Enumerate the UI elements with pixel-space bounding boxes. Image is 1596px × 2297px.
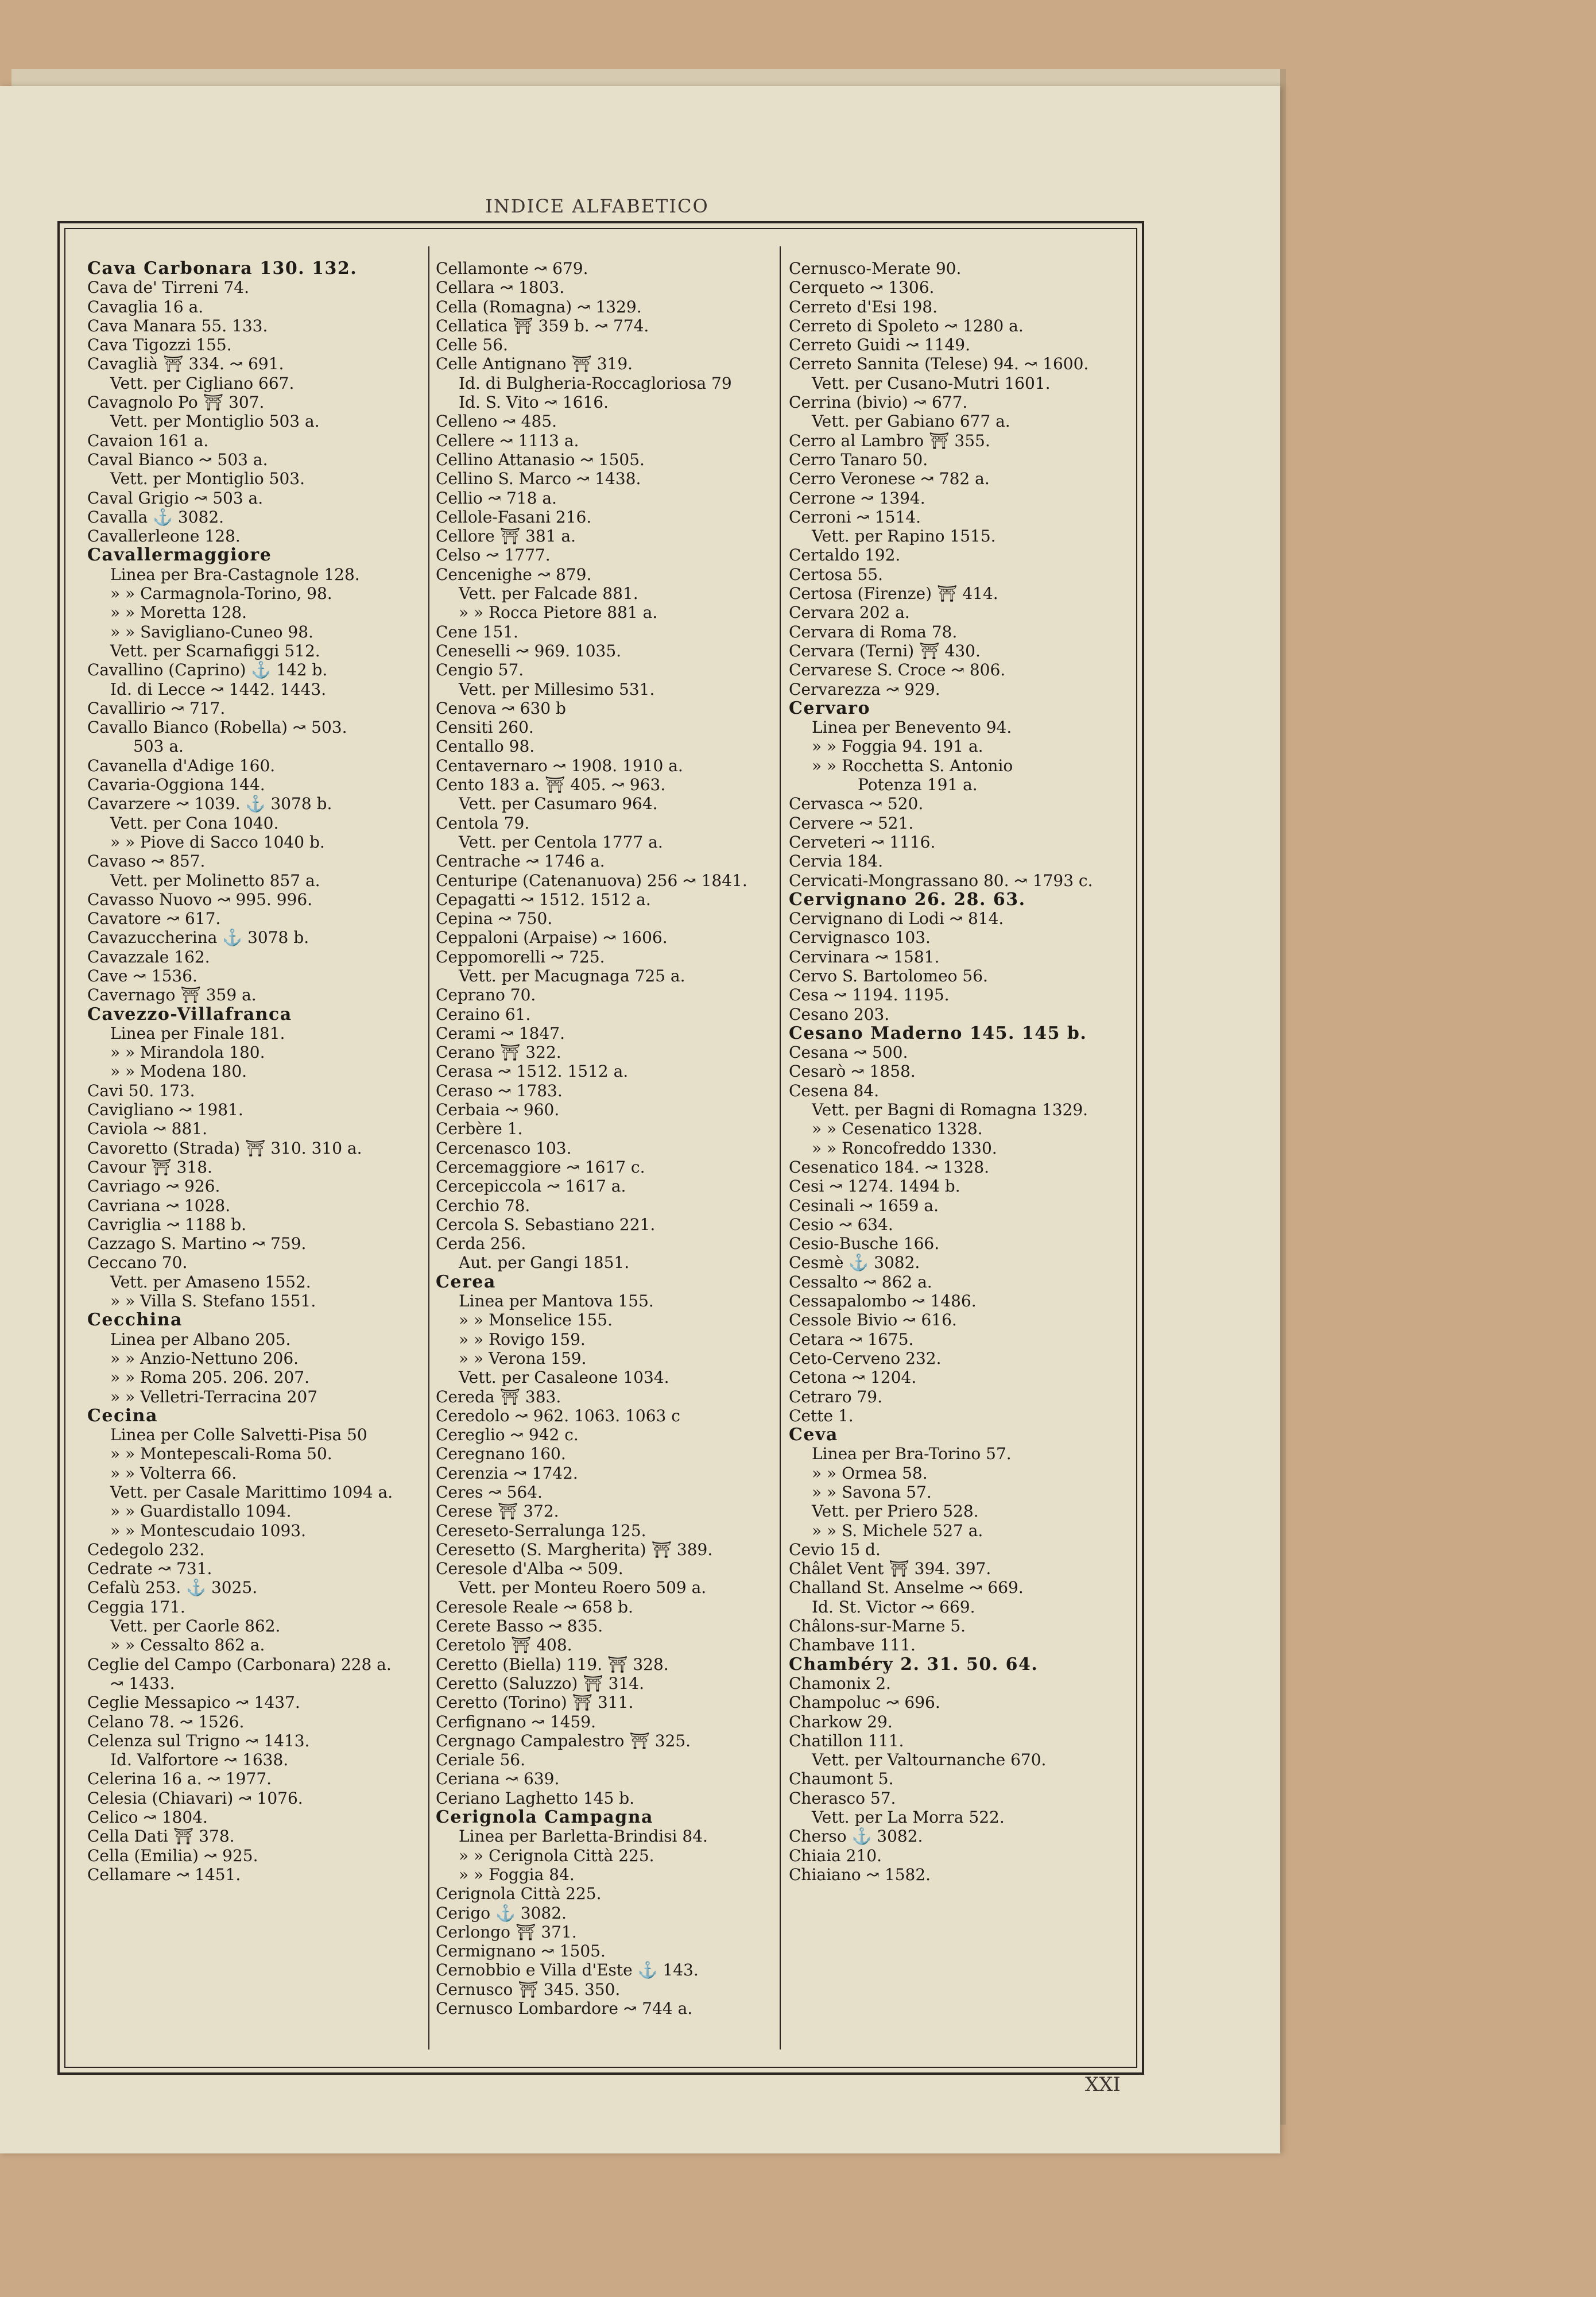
index-entry: Cavagnolo Po ⛩ 307. <box>87 393 265 412</box>
index-entry: Cellole-Fasani 216. <box>436 507 592 527</box>
index-entry: Cenova ↝ 630 b <box>436 698 566 718</box>
index-entry: » » Ormea 58. <box>812 1463 928 1483</box>
index-entry: Ceto-Cerveno 232. <box>789 1348 942 1368</box>
index-entry: Vett. per Casale Marittimo 1094 a. <box>110 1483 393 1502</box>
running-head: INDICE ALFABETICO <box>485 195 709 217</box>
index-heading: Cesano Maderno 145. 145 b. <box>789 1023 1087 1043</box>
index-entry: Cetraro 79. <box>789 1387 882 1406</box>
index-entry: Cessalto ↝ 862 a. <box>789 1272 932 1291</box>
index-entry: » » Cessalto 862 a. <box>110 1635 265 1655</box>
index-entry: Vett. per Gabiano 677 a. <box>812 412 1010 431</box>
index-entry: » » Modena 180. <box>110 1062 247 1081</box>
index-entry: Ceriano Laghetto 145 b. <box>436 1788 635 1808</box>
index-entry: Centrache ↝ 1746 a. <box>436 852 605 871</box>
index-entry: Vett. per Macugnaga 725 a. <box>459 966 685 985</box>
index-entry: Vett. per Scarnafiggi 512. <box>110 641 320 660</box>
index-entry: Cevio 15 d. <box>789 1540 881 1559</box>
index-entry: Certosa (Firenze) ⛩ 414. <box>789 584 998 604</box>
index-entry: » » Piove di Sacco 1040 b. <box>110 832 325 852</box>
index-entry: » » Anzio-Nettuno 206. <box>110 1348 299 1368</box>
index-entry: Censiti 260. <box>436 718 534 737</box>
index-entry: Ceresole d'Alba ↝ 509. <box>436 1559 623 1579</box>
index-entry: Chiaia 210. <box>789 1846 882 1865</box>
index-heading: Cervaro <box>789 698 870 718</box>
index-entry: Cervasca ↝ 520. <box>789 794 924 814</box>
index-entry: Cella Dati ⛩ 378. <box>87 1827 235 1846</box>
index-entry: Cene 151. <box>436 622 518 641</box>
index-entry: Cavatore ↝ 617. <box>87 909 221 929</box>
index-entry: 503 a. <box>133 737 184 756</box>
index-entry: Cerro al Lambro ⛩ 355. <box>789 431 990 450</box>
index-entry: Caval Grigio ↝ 503 a. <box>87 488 264 508</box>
index-entry: Cento 183 a. ⛩ 405. ↝ 963. <box>436 775 666 795</box>
index-entry: Cesa ↝ 1194. 1195. <box>789 985 950 1005</box>
index-entry: Cerano ⛩ 322. <box>436 1043 561 1062</box>
index-entry: Cefalù 253. ⚓ 3025. <box>87 1578 258 1598</box>
index-entry: Cerro Tanaro 50. <box>789 450 928 469</box>
index-entry: Châlet Vent ⛩ 394. 397. <box>789 1559 991 1579</box>
index-entry: Cellore ⛩ 381 a. <box>436 527 576 546</box>
index-entry: Cesio-Busche 166. <box>789 1234 940 1254</box>
index-column-1 <box>87 259 432 1884</box>
index-entry: Celico ↝ 1804. <box>87 1808 208 1827</box>
index-entry: Cepagatti ↝ 1512. 1512 a. <box>436 890 651 909</box>
index-entry: Cerqueto ↝ 1306. <box>789 278 935 297</box>
index-entry: Ceppomorelli ↝ 725. <box>436 947 605 966</box>
index-entry: Vett. per Centola 1777 a. <box>459 832 663 852</box>
index-entry: Cavanella d'Adige 160. <box>87 756 276 775</box>
index-entry: Cerroni ↝ 1514. <box>789 507 921 527</box>
index-entry: Cavaglia 16 a. <box>87 297 204 316</box>
index-entry: Cavour ⛩ 318. <box>87 1157 212 1177</box>
index-entry: » » Monselice 155. <box>459 1310 613 1330</box>
index-entry: Cengio 57. <box>436 660 524 680</box>
index-entry: Ceregnano 160. <box>436 1444 566 1464</box>
index-entry: Ceraso ↝ 1783. <box>436 1081 563 1100</box>
index-entry: Cavazzale 162. <box>87 947 210 966</box>
index-entry: Chambave 111. <box>789 1635 916 1655</box>
index-entry: Cerveteri ↝ 1116. <box>789 832 936 852</box>
index-entry: Cavaglià ⛩ 334. ↝ 691. <box>87 354 284 374</box>
index-entry: Cessole Bivio ↝ 616. <box>789 1310 957 1330</box>
index-entry: Cerignola Città 225. <box>436 1884 602 1904</box>
index-entry: Centuripe (Catenanuova) 256 ↝ 1841. <box>436 871 747 890</box>
index-entry: Cereseto-Serralunga 125. <box>436 1521 646 1540</box>
index-entry: Linea per Albano 205. <box>110 1329 291 1349</box>
index-entry: Cerasa ↝ 1512. 1512 a. <box>436 1062 629 1081</box>
index-entry: » » Velletri-Terracina 207 <box>110 1387 318 1406</box>
index-entry: Celenza sul Trigno ↝ 1413. <box>87 1731 310 1750</box>
index-entry: Cervicati-Mongrassano 80. ↝ 1793 c. <box>789 871 1093 890</box>
index-entry: Caval Bianco ↝ 503 a. <box>87 450 268 469</box>
index-entry: Celleno ↝ 485. <box>436 412 557 431</box>
index-entry: Linea per Mantova 155. <box>459 1291 654 1311</box>
index-entry: Id. di Lecce ↝ 1442. 1443. <box>110 679 327 699</box>
index-entry: Cavallirio ↝ 717. <box>87 698 226 718</box>
index-entry: Cervere ↝ 521. <box>789 813 914 833</box>
index-entry: Cavallino (Caprino) ⚓ 142 b. <box>87 660 328 680</box>
index-entry: Cellamonte ↝ 679. <box>436 259 588 278</box>
index-entry: » » Savigliano-Cuneo 98. <box>110 622 313 641</box>
index-entry: Ceres ↝ 564. <box>436 1483 543 1502</box>
index-entry: Cesinali ↝ 1659 a. <box>789 1196 939 1215</box>
index-entry: Ceretto (Biella) 119. ⛩ 328. <box>436 1654 669 1674</box>
index-entry: Ceglie del Campo (Carbonara) 228 a. <box>87 1654 392 1674</box>
index-entry: Ceresetto (S. Margherita) ⛩ 389. <box>436 1540 713 1559</box>
index-heading: Chambéry 2. 31. 50. 64. <box>789 1654 1039 1674</box>
index-entry: Cavalla ⚓ 3082. <box>87 507 224 527</box>
index-entry: » » Montepescali-Roma 50. <box>110 1444 332 1464</box>
index-heading: Cervignano 26. 28. 63. <box>789 890 1026 910</box>
index-entry: Cellara ↝ 1803. <box>436 278 565 297</box>
index-entry: » » Cerignola Città 225. <box>459 1846 654 1865</box>
index-entry: Celesia (Chiavari) ↝ 1076. <box>87 1788 303 1808</box>
index-entry: Cellio ↝ 718 a. <box>436 488 557 508</box>
index-entry: Chiaiano ↝ 1582. <box>789 1865 931 1884</box>
index-entry: Challand St. Anselme ↝ 669. <box>789 1578 1024 1598</box>
index-entry: Cerchio 78. <box>436 1196 530 1215</box>
index-heading: Cecchina <box>87 1310 183 1330</box>
index-entry: Cernusco Lombardore ↝ 744 a. <box>436 1999 693 2018</box>
index-entry: » » Foggia 84. <box>459 1865 575 1884</box>
index-entry: Ceglie Messapico ↝ 1437. <box>87 1693 300 1712</box>
index-entry: Linea per Bra-Torino 57. <box>812 1444 1012 1464</box>
index-entry: Cellino Attanasio ↝ 1505. <box>436 450 645 469</box>
index-entry: Ceggia 171. <box>87 1597 185 1617</box>
index-entry: Cervinara ↝ 1581. <box>789 947 940 966</box>
index-entry: Cherasco 57. <box>789 1788 896 1808</box>
index-entry: Ceretto (Saluzzo) ⛩ 314. <box>436 1673 644 1693</box>
index-entry: Cerigo ⚓ 3082. <box>436 1903 567 1923</box>
index-entry: Cavaso ↝ 857. <box>87 852 206 871</box>
index-entry: Cavi 50. 173. <box>87 1081 195 1100</box>
index-entry: Vett. per La Morra 522. <box>812 1808 1005 1827</box>
index-entry: Cerrina (bivio) ↝ 677. <box>789 393 968 412</box>
index-entry: Cava Manara 55. 133. <box>87 316 268 335</box>
index-entry: Cerreto di Spoleto ↝ 1280 a. <box>789 316 1024 335</box>
index-entry: Cerete Basso ↝ 835. <box>436 1617 603 1636</box>
index-entry: Cerrone ↝ 1394. <box>789 488 925 508</box>
index-entry: Vett. per Cusano-Mutri 1601. <box>812 373 1051 393</box>
index-entry: Cetara ↝ 1675. <box>789 1329 914 1349</box>
index-entry: Cencenighe ↝ 879. <box>436 564 592 584</box>
index-entry: Centavernaro ↝ 1908. 1910 a. <box>436 756 683 775</box>
page-number: XXI <box>1085 2073 1121 2096</box>
index-entry: Linea per Barletta-Brindisi 84. <box>459 1827 708 1846</box>
index-entry: Cervarese S. Croce ↝ 806. <box>789 660 1006 680</box>
index-entry: Linea per Bra-Castagnole 128. <box>110 564 360 584</box>
index-entry: Ceredolo ↝ 962. 1063. 1063 c <box>436 1406 680 1425</box>
index-entry: Cavaria-Oggiona 144. <box>87 775 265 795</box>
index-entry: Ceretto (Torino) ⛩ 311. <box>436 1693 634 1712</box>
index-frame-inner <box>64 228 1137 2068</box>
index-entry: Vett. per Bagni di Romagna 1329. <box>812 1100 1088 1120</box>
index-entry: Linea per Finale 181. <box>110 1023 285 1043</box>
index-frame <box>57 221 1144 2075</box>
index-entry: Vett. per Cigliano 667. <box>110 373 295 393</box>
index-entry: Celso ↝ 1777. <box>436 546 551 565</box>
index-entry: Cavriago ↝ 926. <box>87 1177 220 1196</box>
index-entry: Cavigliano ↝ 1981. <box>87 1100 243 1120</box>
index-entry: Châlons-sur-Marne 5. <box>789 1617 966 1636</box>
index-column-3 <box>789 259 1133 1884</box>
index-entry: Cessapalombo ↝ 1486. <box>789 1291 977 1311</box>
index-entry: Celerina 16 a. ↝ 1977. <box>87 1769 272 1789</box>
index-entry: Vett. per Caorle 862. <box>110 1617 281 1636</box>
index-entry: Cernusco-Merate 90. <box>789 259 962 278</box>
index-entry: » » Rocchetta S. Antonio <box>812 756 1013 775</box>
index-entry: Cellere ↝ 1113 a. <box>436 431 579 450</box>
index-entry: Cherso ⚓ 3082. <box>789 1827 923 1846</box>
index-entry: Cervo S. Bartolomeo 56. <box>789 966 988 985</box>
index-entry: Ceccano 70. <box>87 1253 188 1273</box>
index-entry: Cazzago S. Martino ↝ 759. <box>87 1234 307 1254</box>
index-entry: Vett. per Rapino 1515. <box>812 527 996 546</box>
index-entry: Linea per Colle Salvetti-Pisa 50 <box>110 1425 367 1445</box>
index-entry: Vett. per Molinetto 857 a. <box>110 871 320 890</box>
index-entry: Cesarò ↝ 1858. <box>789 1062 916 1081</box>
index-entry: Vett. per Casaleone 1034. <box>459 1368 669 1387</box>
index-entry: Ceretolo ⛩ 408. <box>436 1635 572 1655</box>
index-heading: Cava Carbonara 130. 132. <box>87 259 358 279</box>
index-entry: Chaumont 5. <box>789 1769 894 1789</box>
index-entry: Ceraino 61. <box>436 1004 531 1024</box>
index-entry: Cavasso Nuovo ↝ 995. 996. <box>87 890 313 909</box>
index-entry: Cervara (Terni) ⛩ 430. <box>789 641 981 660</box>
index-entry: » » Roma 205. 206. 207. <box>110 1368 309 1387</box>
index-entry: Cepina ↝ 750. <box>436 909 553 929</box>
index-entry: Cerami ↝ 1847. <box>436 1023 565 1043</box>
index-entry: Certosa 55. <box>789 564 883 584</box>
index-column-2 <box>436 259 780 2018</box>
index-entry: Vett. per Cona 1040. <box>110 813 279 833</box>
index-entry: Linea per Benevento 94. <box>812 718 1012 737</box>
index-entry: Cesano 203. <box>789 1004 890 1024</box>
index-entry: Cette 1. <box>789 1406 854 1425</box>
index-entry: Aut. per Gangi 1851. <box>459 1253 630 1273</box>
index-entry: Celle Antignano ⛩ 319. <box>436 354 633 374</box>
index-entry: Cervara 202 a. <box>789 603 910 622</box>
index-entry: Ceneselli ↝ 969. 1035. <box>436 641 622 660</box>
index-entry: Cerda 256. <box>436 1234 526 1254</box>
index-entry: Cavriglia ↝ 1188 b. <box>87 1215 247 1234</box>
index-entry: » » Volterra 66. <box>110 1463 237 1483</box>
index-entry: Cernusco ⛩ 345. 350. <box>436 1979 621 1999</box>
index-entry: Cava de' Tirreni 74. <box>87 278 250 297</box>
index-entry: Ceprano 70. <box>436 985 536 1005</box>
index-heading: Cavallermaggiore <box>87 546 272 565</box>
index-entry: Cereda ⛩ 383. <box>436 1387 561 1406</box>
index-entry: Vett. per Monteu Roero 509 a. <box>459 1578 707 1598</box>
index-entry: Celle 56. <box>436 335 508 355</box>
index-entry: » » Rocca Pietore 881 a. <box>459 603 658 622</box>
index-entry: Cavarzere ↝ 1039. ⚓ 3078 b. <box>87 794 332 814</box>
index-entry: Cerbaia ↝ 960. <box>436 1100 560 1120</box>
index-entry: Cercemaggiore ↝ 1617 c. <box>436 1157 645 1177</box>
index-entry: Cervarezza ↝ 929. <box>789 679 940 699</box>
index-entry: » » Guardistallo 1094. <box>110 1502 292 1521</box>
index-entry: Vett. per Priero 528. <box>812 1502 979 1521</box>
index-entry: Cervara di Roma 78. <box>789 622 958 641</box>
index-entry: » » Roncofreddo 1330. <box>812 1138 997 1158</box>
index-entry: Cerreto Guidi ↝ 1149. <box>789 335 970 355</box>
index-entry: Chamonix 2. <box>789 1673 891 1693</box>
index-entry: Cellino S. Marco ↝ 1438. <box>436 469 641 489</box>
index-entry: Cergnago Campalestro ⛩ 325. <box>436 1731 691 1750</box>
index-entry: » » Cesenatico 1328. <box>812 1119 983 1139</box>
index-entry: Cereglio ↝ 942 c. <box>436 1425 579 1445</box>
index-entry: Cerese ⛩ 372. <box>436 1502 559 1521</box>
index-entry: Ceriana ↝ 639. <box>436 1769 560 1789</box>
index-entry: » » Verona 159. <box>459 1348 587 1368</box>
index-entry: Cavaion 161 a. <box>87 431 209 450</box>
index-entry: Cerfignano ↝ 1459. <box>436 1712 596 1731</box>
index-heading: Cerignola Campagna <box>436 1808 653 1827</box>
index-entry: Cavernago ⛩ 359 a. <box>87 985 257 1005</box>
index-entry: Ceppaloni (Arpaise) ↝ 1606. <box>436 928 668 948</box>
index-entry: » » Montescudaio 1093. <box>110 1521 307 1540</box>
index-entry: Cesana ↝ 500. <box>789 1043 908 1062</box>
index-entry: » » Carmagnola-Torino, 98. <box>110 584 332 604</box>
index-entry: Centallo 98. <box>436 737 535 756</box>
index-entry: Vett. per Casumaro 964. <box>459 794 658 814</box>
index-entry: Cella (Romagna) ↝ 1329. <box>436 297 642 316</box>
index-entry: Cesenatico 184. ↝ 1328. <box>789 1157 990 1177</box>
index-entry: Id. St. Victor ↝ 669. <box>812 1597 975 1617</box>
index-entry: Cerenzia ↝ 1742. <box>436 1463 578 1483</box>
index-entry: Cercepiccola ↝ 1617 a. <box>436 1177 626 1196</box>
index-entry: Vett. per Valtournanche 670. <box>812 1750 1047 1770</box>
index-entry: » » Villa S. Stefano 1551. <box>110 1291 316 1311</box>
index-entry: Cernobbio e Villa d'Este ⚓ 143. <box>436 1960 699 1980</box>
index-entry: Cellamare ↝ 1451. <box>87 1865 241 1884</box>
index-entry: Cedegolo 232. <box>87 1540 205 1559</box>
index-entry: Charkow 29. <box>789 1712 893 1731</box>
index-entry: Cedrate ↝ 731. <box>87 1559 212 1579</box>
index-heading: Ceva <box>789 1425 838 1445</box>
index-entry: Cella (Emilia) ↝ 925. <box>87 1846 258 1865</box>
index-entry: ↝ 1433. <box>110 1673 175 1693</box>
index-entry: Cellatica ⛩ 359 b. ↝ 774. <box>436 316 649 335</box>
index-entry: » » S. Michele 527 a. <box>812 1521 983 1540</box>
index-entry: Id. S. Vito ↝ 1616. <box>459 393 609 412</box>
index-entry: Certaldo 192. <box>789 546 901 565</box>
index-entry: Cesmè ⚓ 3082. <box>789 1253 920 1273</box>
index-entry: Cavriana ↝ 1028. <box>87 1196 231 1215</box>
index-entry: Vett. per Millesimo 531. <box>459 679 655 699</box>
index-entry: » » Foggia 94. 191 a. <box>812 737 983 756</box>
index-entry: Id. di Bulgheria-Roccagloriosa 79 <box>459 373 732 393</box>
index-entry: Cerreto d'Esi 198. <box>789 297 938 316</box>
index-entry: Cercola S. Sebastiano 221. <box>436 1215 656 1234</box>
index-entry: Id. Valfortore ↝ 1638. <box>110 1750 289 1770</box>
index-entry: » » Moretta 128. <box>110 603 247 622</box>
index-entry: Potenza 191 a. <box>858 775 978 795</box>
index-entry: Cerreto Sannita (Telese) 94. ↝ 1600. <box>789 354 1089 374</box>
index-entry: » » Savona 57. <box>812 1483 932 1502</box>
index-entry: Cavoretto (Strada) ⛩ 310. 310 a. <box>87 1138 362 1158</box>
index-heading: Cavezzo-Villafranca <box>87 1004 292 1024</box>
index-entry: Cava Tigozzi 155. <box>87 335 232 355</box>
index-entry: Cetona ↝ 1204. <box>789 1368 917 1387</box>
index-heading: Cecina <box>87 1406 158 1426</box>
index-entry: Cesio ↝ 634. <box>789 1215 893 1234</box>
index-entry: Cavallerleone 128. <box>87 527 241 546</box>
index-entry: Cervia 184. <box>789 852 884 871</box>
index-entry: Cavazuccherina ⚓ 3078 b. <box>87 928 309 948</box>
index-entry: Celano 78. ↝ 1526. <box>87 1712 245 1731</box>
index-entry: Ceresole Reale ↝ 658 b. <box>436 1597 633 1617</box>
index-entry: Cesena 84. <box>789 1081 880 1100</box>
index-entry: Champoluc ↝ 696. <box>789 1693 940 1712</box>
index-entry: Ceriale 56. <box>436 1750 525 1770</box>
index-entry: Cerro Veronese ↝ 782 a. <box>789 469 990 489</box>
index-entry: Cerlongo ⛩ 371. <box>436 1922 577 1942</box>
index-entry: Caviola ↝ 881. <box>87 1119 208 1139</box>
index-entry: » » Rovigo 159. <box>459 1329 586 1349</box>
index-entry: Centola 79. <box>436 813 530 833</box>
index-entry: Cave ↝ 1536. <box>87 966 197 985</box>
index-heading: Cerea <box>436 1272 496 1292</box>
index-entry: Vett. per Amaseno 1552. <box>110 1272 311 1291</box>
index-entry: Vett. per Montiglio 503 a. <box>110 412 320 431</box>
index-entry: Cermignano ↝ 1505. <box>436 1942 606 1961</box>
index-entry: Vett. per Falcade 881. <box>459 584 638 604</box>
index-entry: Cervignasco 103. <box>789 928 931 948</box>
index-entry: Chatillon 111. <box>789 1731 904 1750</box>
index-entry: Cesi ↝ 1274. 1494 b. <box>789 1177 960 1196</box>
index-entry: Cervignano di Lodi ↝ 814. <box>789 909 1004 929</box>
index-entry: Cercenasco 103. <box>436 1138 572 1158</box>
index-entry: Cavallo Bianco (Robella) ↝ 503. <box>87 718 347 737</box>
index-entry: » » Mirandola 180. <box>110 1043 265 1062</box>
index-entry: Cerbère 1. <box>436 1119 523 1139</box>
index-entry: Vett. per Montiglio 503. <box>110 469 305 489</box>
